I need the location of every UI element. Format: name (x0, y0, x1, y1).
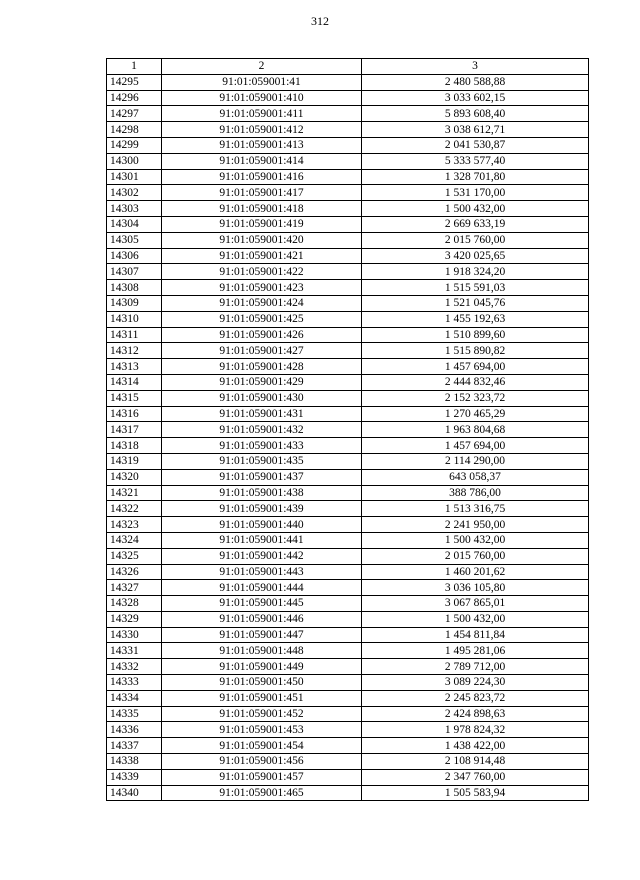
table-row (107, 785, 589, 801)
cadastral-value-cell: 2 424 898,63 (362, 706, 589, 722)
table-row (107, 185, 589, 201)
row-number-cell: 14331 (107, 643, 162, 659)
cadastral-number-cell: 91:01:059001:428 (162, 359, 362, 375)
cadastral-value-cell: 2 114 290,00 (362, 453, 589, 469)
table-row (107, 501, 589, 517)
row-number-cell: 14314 (107, 374, 162, 390)
table-row (107, 675, 589, 691)
row-number-cell: 14296 (107, 90, 162, 106)
table-row (107, 216, 589, 232)
row-number-cell: 14340 (107, 785, 162, 801)
row-number-cell: 14312 (107, 343, 162, 359)
cadastral-value-cell: 2 669 633,19 (362, 216, 589, 232)
row-number-cell: 14326 (107, 564, 162, 580)
table-row (107, 596, 589, 612)
table-body (107, 74, 589, 801)
table-row (107, 169, 589, 185)
cadastral-number-cell: 91:01:059001:426 (162, 327, 362, 343)
cadastral-number-cell: 91:01:059001:417 (162, 185, 362, 201)
cadastral-number-cell: 91:01:059001:448 (162, 643, 362, 659)
table-row (107, 706, 589, 722)
cadastral-number-cell: 91:01:059001:435 (162, 453, 362, 469)
cadastral-value-cell: 3 038 612,71 (362, 122, 589, 138)
row-number-cell: 14304 (107, 216, 162, 232)
table-row (107, 438, 589, 454)
cadastral-number-cell: 91:01:059001:440 (162, 517, 362, 533)
cadastral-number-cell: 91:01:059001:445 (162, 596, 362, 612)
row-number-cell: 14297 (107, 106, 162, 122)
cadastral-number-cell: 91:01:059001:418 (162, 201, 362, 217)
table-row (107, 327, 589, 343)
cadastral-value-cell: 1 270 465,29 (362, 406, 589, 422)
cadastral-value-cell: 2 480 588,88 (362, 74, 589, 90)
cadastral-number-cell: 91:01:059001:427 (162, 343, 362, 359)
row-number-cell: 14320 (107, 469, 162, 485)
row-number-cell: 14298 (107, 122, 162, 138)
table-row (107, 295, 589, 311)
cadastral-value-cell: 2 108 914,48 (362, 754, 589, 770)
cadastral-value-cell: 3 033 602,15 (362, 90, 589, 106)
row-number-cell: 14307 (107, 264, 162, 280)
cadastral-number-cell: 91:01:059001:447 (162, 627, 362, 643)
cadastral-value-cell: 1 454 811,84 (362, 627, 589, 643)
column-header-2: 2 (162, 59, 362, 75)
table-row (107, 311, 589, 327)
table-row (107, 517, 589, 533)
cadastral-value-cell: 1 500 432,00 (362, 201, 589, 217)
row-number-cell: 14319 (107, 453, 162, 469)
cadastral-value-cell: 3 036 105,80 (362, 580, 589, 596)
cadastral-value-cell: 3 420 025,65 (362, 248, 589, 264)
table-row (107, 738, 589, 754)
cadastral-value-cell: 1 457 694,00 (362, 438, 589, 454)
row-number-cell: 14303 (107, 201, 162, 217)
cadastral-value-cell: 1 500 432,00 (362, 532, 589, 548)
cadastral-value-cell: 3 089 224,30 (362, 675, 589, 691)
row-number-cell: 14330 (107, 627, 162, 643)
table-row (107, 627, 589, 643)
table-row (107, 374, 589, 390)
cadastral-number-cell: 91:01:059001:465 (162, 785, 362, 801)
cadastral-value-cell: 1 438 422,00 (362, 738, 589, 754)
cadastral-number-cell: 91:01:059001:439 (162, 501, 362, 517)
cadastral-number-cell: 91:01:059001:413 (162, 137, 362, 153)
cadastral-number-cell: 91:01:059001:453 (162, 722, 362, 738)
table-row (107, 643, 589, 659)
table-row (107, 248, 589, 264)
cadastral-number-cell: 91:01:059001:429 (162, 374, 362, 390)
column-header-1: 1 (107, 59, 162, 75)
cadastral-number-cell: 91:01:059001:441 (162, 532, 362, 548)
cadastral-value-cell: 1 505 583,94 (362, 785, 589, 801)
cadastral-value-cell: 1 978 824,32 (362, 722, 589, 738)
table-row (107, 690, 589, 706)
header-row (107, 59, 589, 75)
row-number-cell: 14310 (107, 311, 162, 327)
table-row (107, 153, 589, 169)
row-number-cell: 14333 (107, 675, 162, 691)
cadastral-value-cell: 1 495 281,06 (362, 643, 589, 659)
table-header (107, 59, 589, 75)
cadastral-value-cell: 1 521 045,76 (362, 295, 589, 311)
column-header-3: 3 (362, 59, 589, 75)
table-row (107, 264, 589, 280)
cadastral-number-cell: 91:01:059001:412 (162, 122, 362, 138)
cadastral-value-cell: 1 457 694,00 (362, 359, 589, 375)
row-number-cell: 14317 (107, 422, 162, 438)
row-number-cell: 14336 (107, 722, 162, 738)
row-number-cell: 14324 (107, 532, 162, 548)
table-row (107, 106, 589, 122)
table-row (107, 580, 589, 596)
cadastral-number-cell: 91:01:059001:452 (162, 706, 362, 722)
row-number-cell: 14332 (107, 659, 162, 675)
cadastral-number-cell: 91:01:059001:451 (162, 690, 362, 706)
cadastral-number-cell: 91:01:059001:454 (162, 738, 362, 754)
table-row (107, 280, 589, 296)
cadastral-number-cell: 91:01:059001:449 (162, 659, 362, 675)
cadastral-value-cell: 2 245 823,72 (362, 690, 589, 706)
table-row (107, 469, 589, 485)
cadastral-value-cell: 2 015 760,00 (362, 232, 589, 248)
row-number-cell: 14313 (107, 359, 162, 375)
cadastral-value-cell: 1 918 324,20 (362, 264, 589, 280)
cadastral-value-cell: 2 015 760,00 (362, 548, 589, 564)
cadastral-value-cell: 643 058,37 (362, 469, 589, 485)
cadastral-value-cell: 1 460 201,62 (362, 564, 589, 580)
row-number-cell: 14302 (107, 185, 162, 201)
cadastral-value-cell: 5 333 577,40 (362, 153, 589, 169)
row-number-cell: 14305 (107, 232, 162, 248)
row-number-cell: 14339 (107, 769, 162, 785)
cadastral-number-cell: 91:01:059001:424 (162, 295, 362, 311)
table-row (107, 422, 589, 438)
cadastral-number-cell: 91:01:059001:446 (162, 611, 362, 627)
row-number-cell: 14300 (107, 153, 162, 169)
cadastral-value-cell: 2 241 950,00 (362, 517, 589, 533)
table-row (107, 90, 589, 106)
row-number-cell: 14328 (107, 596, 162, 612)
cadastral-value-table (106, 58, 589, 801)
cadastral-value-cell: 2 152 323,72 (362, 390, 589, 406)
row-number-cell: 14335 (107, 706, 162, 722)
row-number-cell: 14323 (107, 517, 162, 533)
row-number-cell: 14306 (107, 248, 162, 264)
cadastral-value-cell: 3 067 865,01 (362, 596, 589, 612)
cadastral-number-cell: 91:01:059001:41 (162, 74, 362, 90)
row-number-cell: 14334 (107, 690, 162, 706)
cadastral-value-cell: 2 789 712,00 (362, 659, 589, 675)
cadastral-number-cell: 91:01:059001:422 (162, 264, 362, 280)
row-number-cell: 14299 (107, 137, 162, 153)
cadastral-value-cell: 1 515 890,82 (362, 343, 589, 359)
table-row (107, 201, 589, 217)
cadastral-number-cell: 91:01:059001:431 (162, 406, 362, 422)
cadastral-number-cell: 91:01:059001:443 (162, 564, 362, 580)
cadastral-number-cell: 91:01:059001:430 (162, 390, 362, 406)
row-number-cell: 14316 (107, 406, 162, 422)
cadastral-number-cell: 91:01:059001:414 (162, 153, 362, 169)
row-number-cell: 14311 (107, 327, 162, 343)
table-row (107, 122, 589, 138)
row-number-cell: 14315 (107, 390, 162, 406)
cadastral-number-cell: 91:01:059001:425 (162, 311, 362, 327)
table-row (107, 659, 589, 675)
row-number-cell: 14318 (107, 438, 162, 454)
table-row (107, 769, 589, 785)
cadastral-value-cell: 2 444 832,46 (362, 374, 589, 390)
table-row (107, 74, 589, 90)
cadastral-number-cell: 91:01:059001:442 (162, 548, 362, 564)
row-number-cell: 14329 (107, 611, 162, 627)
cadastral-number-cell: 91:01:059001:432 (162, 422, 362, 438)
row-number-cell: 14301 (107, 169, 162, 185)
cadastral-value-cell: 1 963 804,68 (362, 422, 589, 438)
cadastral-value-cell: 2 347 760,00 (362, 769, 589, 785)
table-row (107, 453, 589, 469)
table-row (107, 548, 589, 564)
cadastral-number-cell: 91:01:059001:437 (162, 469, 362, 485)
table-row (107, 406, 589, 422)
cadastral-value-cell: 1 515 591,03 (362, 280, 589, 296)
table-row (107, 137, 589, 153)
cadastral-number-cell: 91:01:059001:456 (162, 754, 362, 770)
table-row (107, 485, 589, 501)
cadastral-value-cell: 1 328 701,80 (362, 169, 589, 185)
cadastral-number-cell: 91:01:059001:450 (162, 675, 362, 691)
table-row (107, 754, 589, 770)
table-row (107, 390, 589, 406)
cadastral-number-cell: 91:01:059001:410 (162, 90, 362, 106)
cadastral-value-cell: 1 513 316,75 (362, 501, 589, 517)
cadastral-value-cell: 1 531 170,00 (362, 185, 589, 201)
cadastral-number-cell: 91:01:059001:433 (162, 438, 362, 454)
cadastral-number-cell: 91:01:059001:438 (162, 485, 362, 501)
table-row (107, 564, 589, 580)
cadastral-number-cell: 91:01:059001:423 (162, 280, 362, 296)
table-row (107, 611, 589, 627)
table-row (107, 359, 589, 375)
row-number-cell: 14322 (107, 501, 162, 517)
table-row (107, 343, 589, 359)
table-row (107, 232, 589, 248)
table-row (107, 722, 589, 738)
row-number-cell: 14338 (107, 754, 162, 770)
cadastral-number-cell: 91:01:059001:444 (162, 580, 362, 596)
row-number-cell: 14295 (107, 74, 162, 90)
row-number-cell: 14327 (107, 580, 162, 596)
table-row (107, 532, 589, 548)
cadastral-number-cell: 91:01:059001:420 (162, 232, 362, 248)
cadastral-number-cell: 91:01:059001:411 (162, 106, 362, 122)
page-number: 312 (311, 14, 329, 28)
cadastral-number-cell: 91:01:059001:416 (162, 169, 362, 185)
cadastral-value-cell: 2 041 530,87 (362, 137, 589, 153)
row-number-cell: 14325 (107, 548, 162, 564)
cadastral-value-cell: 1 500 432,00 (362, 611, 589, 627)
cadastral-number-cell: 91:01:059001:457 (162, 769, 362, 785)
cadastral-number-cell: 91:01:059001:421 (162, 248, 362, 264)
cadastral-value-cell: 1 455 192,63 (362, 311, 589, 327)
row-number-cell: 14309 (107, 295, 162, 311)
row-number-cell: 14337 (107, 738, 162, 754)
cadastral-value-cell: 1 510 899,60 (362, 327, 589, 343)
row-number-cell: 14321 (107, 485, 162, 501)
row-number-cell: 14308 (107, 280, 162, 296)
cadastral-value-cell: 5 893 608,40 (362, 106, 589, 122)
cadastral-value-cell: 388 786,00 (362, 485, 589, 501)
cadastral-number-cell: 91:01:059001:419 (162, 216, 362, 232)
